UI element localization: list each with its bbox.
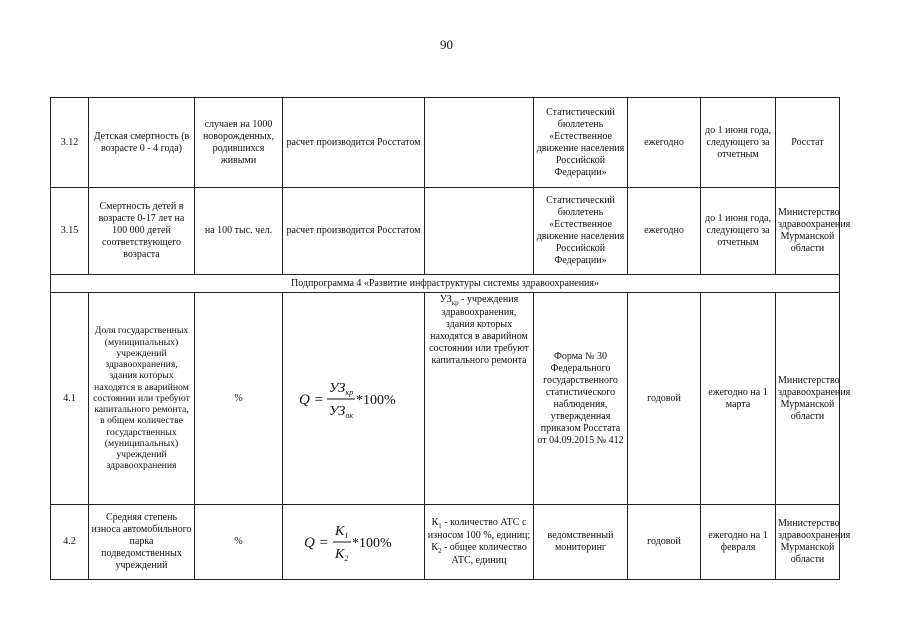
data-source: ведомственный мониторинг (534, 505, 628, 580)
responsible: Министерство здравоохранения Мурманской области (776, 505, 840, 580)
calculation-formula (283, 293, 425, 505)
formula-numerator: K (334, 524, 344, 539)
indicator-name: Доля государственных (муниципальных) учреждений здравоохранения, здания которых находятся в аварийном состоянии или требуют капитального ремонта, в общем количестве государственных (муниципальных) учреждений здравоохранения (89, 293, 195, 505)
table-row (51, 188, 840, 275)
unit-of-measure: % (195, 505, 283, 580)
data-source: Статистический бюллетень «Естественное движение населения Российской Федерации» (534, 188, 628, 275)
formula-numerator-sub: 1 (343, 531, 348, 540)
legend-k1-text: - количество АТС с износом 100 %, единиц; (427, 516, 531, 541)
subprogram-row (51, 275, 840, 293)
deadline: ежегодно на 1 февраля (701, 505, 776, 580)
unit-of-measure: случаев на 1000 новорожденных, родившихся живыми (195, 98, 283, 188)
legend-k1-symbol: К (431, 516, 439, 528)
calculation-formula (283, 505, 425, 580)
legend-k2-symbol: К (431, 542, 438, 553)
row-number: 4.1 (51, 293, 89, 505)
deadline: до 1 июня года, следующего за отчетным (701, 98, 776, 188)
legend-k2-sub: 2 (437, 547, 442, 555)
formula-numerator-sub: кр (344, 387, 353, 397)
data-source: Статистический бюллетень «Естественное движение населения Российской Федерации» (534, 98, 628, 188)
table-row (51, 98, 840, 188)
row-number: 3.12 (51, 98, 89, 188)
periodicity: годовой (628, 505, 701, 580)
subprogram-title: Подпрограмма 4 «Развитие инфраструктуры системы здравоохранения» (51, 275, 840, 293)
legend-text: - учреждения здравоохранения, здания которых находятся в аварийном состоянии или требуют капитального ремонта (429, 294, 529, 367)
formula-rhs: *100% (355, 392, 396, 408)
periodicity: ежегодно (628, 188, 701, 275)
indicator-name: Детская смертность (в возрасте 0 - 4 года) (89, 98, 195, 188)
page-number: 90 (440, 37, 453, 52)
indicators-table (50, 97, 851, 580)
svg-text:K1 (334, 524, 348, 540)
unit-of-measure: на 100 тыс. чел. (195, 188, 283, 275)
formula-denominator-sub: ок (344, 410, 353, 420)
svg-text:УЗкр (329, 381, 353, 397)
table-row (51, 505, 840, 580)
periodicity: ежегодно (628, 98, 701, 188)
legend-symbol-sub: кр (451, 299, 459, 307)
formula-numerator: УЗ (328, 380, 345, 396)
formula-legend (425, 293, 534, 505)
indicator-name: Средняя степень износа автомобильного парка подведомственных учреждений (89, 505, 195, 580)
formula-legend (425, 505, 534, 580)
table-row (51, 293, 840, 505)
svg-text:K2 (334, 547, 348, 563)
row-number: 3.15 (51, 188, 89, 275)
deadline: ежегодно на 1 марта (701, 293, 776, 505)
responsible: Министерство здравоохранения Мурманской области (776, 293, 840, 505)
legend-k2-text: - общее количество АТС, единиц (441, 542, 527, 567)
formula-legend (425, 98, 534, 188)
responsible: Министерство здравоохранения Мурманской области (776, 188, 840, 275)
formula-rhs: *100% (351, 536, 392, 551)
calculation-method: расчет производится Росстатом (283, 98, 425, 188)
data-source: Форма № 30 Федерального государственного статистического наблюдения, утвержденная приказом Росстата от 04.09.2015 № 412 (534, 293, 628, 505)
formula-lhs: Q = (303, 535, 329, 551)
formula-denominator-sub: 2 (343, 554, 348, 563)
legend-symbol: УЗ (439, 294, 452, 305)
unit-of-measure: % (195, 293, 283, 505)
formula-denominator: УЗ (328, 403, 345, 419)
calculation-method: расчет производится Росстатом (283, 188, 425, 275)
svg-text:УЗок (329, 404, 353, 420)
periodicity: годовой (628, 293, 701, 505)
formula-legend (425, 188, 534, 275)
formula-graphic (299, 376, 409, 422)
formula-lhs: Q = (298, 391, 324, 408)
responsible: Росстат (776, 98, 840, 188)
formula-graphic (304, 520, 404, 564)
indicator-name: Смертность детей в возрасте 0-17 лет на 100 000 детей соответствующего возраста (89, 188, 195, 275)
legend-k1-sub: 1 (438, 521, 442, 530)
formula-denominator: K (334, 547, 344, 562)
deadline: до 1 июня года, следующего за отчетным (701, 188, 776, 275)
row-number: 4.2 (51, 505, 89, 580)
